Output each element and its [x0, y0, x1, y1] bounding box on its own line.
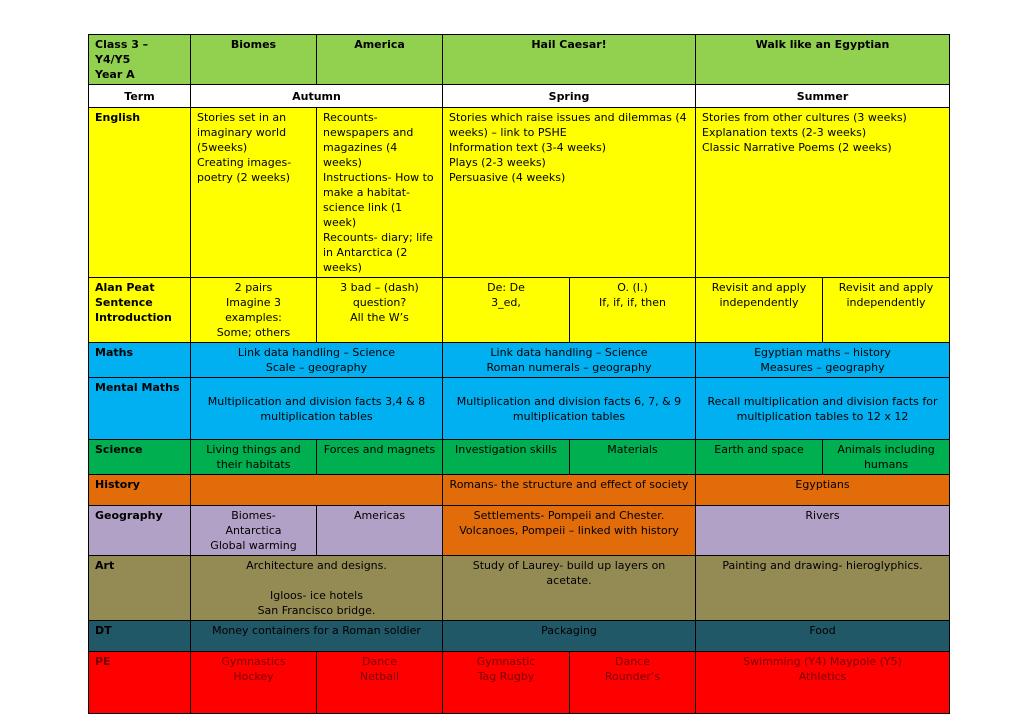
dt-summer: Food: [696, 621, 950, 652]
geography-autumn-1: Biomes- Antarctica Global warming: [191, 506, 317, 556]
english-summer: Stories from other cultures (3 weeks) Explanation texts (2-3 weeks) Classic Narrative Poems (2 weeks): [696, 108, 950, 278]
maths-label: Maths: [89, 343, 191, 378]
alan-peat-cell: 3 bad – (dash) question? All the W’s: [317, 278, 443, 343]
science-cell: Earth and space: [696, 440, 823, 475]
history-row: [89, 475, 950, 506]
history-summer: Egyptians: [696, 475, 950, 506]
term-row: [89, 85, 950, 108]
topic-america: America: [317, 35, 443, 85]
dt-spring: Packaging: [443, 621, 696, 652]
art-summer: Painting and drawing- hieroglyphics.: [696, 556, 950, 621]
pe-label: PE: [89, 652, 191, 714]
curriculum-plan-table: [88, 34, 950, 714]
alan-peat-cell: O. (I.) If, if, if, then: [570, 278, 696, 343]
science-cell: Investigation skills: [443, 440, 570, 475]
art-autumn: Architecture and designs. Igloos- ice hotels San Francisco bridge.: [191, 556, 443, 621]
english-label: English: [89, 108, 191, 278]
mental-maths-spring: Multiplication and division facts 6, 7, & 9 multiplication tables: [443, 378, 696, 440]
mental-maths-summer: Recall multiplication and division facts for multiplication tables to 12 x 12: [696, 378, 950, 440]
art-spring: Study of Laurey- build up layers on acetate.: [443, 556, 696, 621]
alan-peat-cell: Revisit and apply independently: [823, 278, 950, 343]
geography-spring: Settlements- Pompeii and Chester. Volcanoes, Pompeii – linked with history: [443, 506, 696, 556]
header-row: [89, 35, 950, 85]
term-summer: Summer: [696, 85, 950, 108]
english-row: [89, 108, 950, 278]
dt-autumn: Money containers for a Roman soldier: [191, 621, 443, 652]
maths-row: [89, 343, 950, 378]
geography-label: Geography: [89, 506, 191, 556]
pe-cell: Dance Netball: [317, 652, 443, 714]
pe-cell: Dance Rounder’s: [570, 652, 696, 714]
art-label: Art: [89, 556, 191, 621]
mental-maths-autumn: Multiplication and division facts 3,4 & 8 multiplication tables: [191, 378, 443, 440]
geography-autumn-2: Americas: [317, 506, 443, 556]
term-autumn: Autumn: [191, 85, 443, 108]
class-label: Class 3 – Y4/Y5 Year A: [89, 35, 191, 85]
science-row: [89, 440, 950, 475]
history-spring: Romans- the structure and effect of society: [443, 475, 696, 506]
history-autumn: [191, 475, 443, 506]
english-autumn-1: Stories set in an imaginary world (5weeks) Creating images- poetry (2 weeks): [191, 108, 317, 278]
maths-autumn: Link data handling – Science Scale – geography: [191, 343, 443, 378]
geography-summer: Rivers: [696, 506, 950, 556]
pe-row: [89, 652, 950, 714]
pe-summer: Swimming (Y4) Maypole (Y5) Athletics: [696, 652, 950, 714]
pe-cell: Gymnastic Tag Rugby: [443, 652, 570, 714]
term-label: Term: [89, 85, 191, 108]
mental-maths-label: Mental Maths: [89, 378, 191, 440]
maths-spring: Link data handling – Science Roman numerals – geography: [443, 343, 696, 378]
history-label: History: [89, 475, 191, 506]
topic-biomes: Biomes: [191, 35, 317, 85]
pe-cell: Gymnastics Hockey: [191, 652, 317, 714]
dt-row: [89, 621, 950, 652]
mental-maths-row: [89, 378, 950, 440]
science-cell: Living things and their habitats: [191, 440, 317, 475]
alan-peat-cell: 2 pairs Imagine 3 examples: Some; others: [191, 278, 317, 343]
alan-peat-row: [89, 278, 950, 343]
maths-summer: Egyptian maths – history Measures – geography: [696, 343, 950, 378]
science-cell: Materials: [570, 440, 696, 475]
english-spring: Stories which raise issues and dilemmas (4 weeks) – link to PSHE Information text (3-4 weeks) Plays (2-3 weeks) Persuasive (4 weeks): [443, 108, 696, 278]
dt-label: DT: [89, 621, 191, 652]
topic-walk-like-an-egyptian: Walk like an Egyptian: [696, 35, 950, 85]
alan-peat-cell: De: De 3_ed,: [443, 278, 570, 343]
topic-hail-caesar: Hail Caesar!: [443, 35, 696, 85]
english-autumn-2: Recounts- newspapers and magazines (4 weeks) Instructions- How to make a habitat- science link (1 week) Recounts- diary; life in Antarctica (2 weeks): [317, 108, 443, 278]
term-spring: Spring: [443, 85, 696, 108]
alan-peat-label: Alan Peat Sentence Introduction: [89, 278, 191, 343]
art-row: [89, 556, 950, 621]
geography-row: [89, 506, 950, 556]
alan-peat-cell: Revisit and apply independently: [696, 278, 823, 343]
science-cell: Animals including humans: [823, 440, 950, 475]
science-cell: Forces and magnets: [317, 440, 443, 475]
science-label: Science: [89, 440, 191, 475]
